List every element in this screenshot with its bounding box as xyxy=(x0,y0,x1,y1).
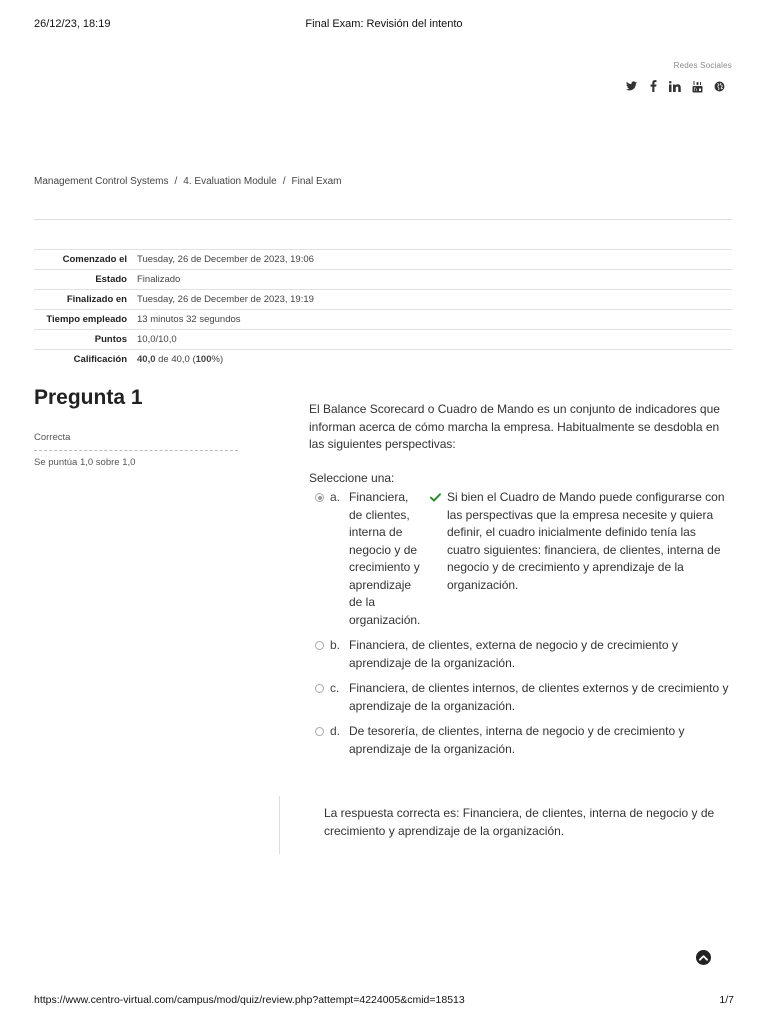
radio-button[interactable] xyxy=(315,727,324,736)
answer-text: De tesorería, de clientes, interna de negocio y de crecimiento y aprendizaje de la organización. xyxy=(349,724,685,756)
question-text: El Balance Scorecard o Cuadro de Mando es un conjunto de indicadores que informan acerca de cómo marcha la empresa. Habitualmente se desdobla en las siguientes perspectivas: xyxy=(309,402,720,451)
breadcrumb-exam[interactable]: Final Exam xyxy=(291,176,342,187)
answer-body xyxy=(349,489,725,629)
grade-end: %) xyxy=(211,354,224,365)
summary-value: Finalizado xyxy=(133,270,732,290)
summary-value: Tuesday, 26 de December de 2023, 19:19 xyxy=(133,290,732,310)
answer-letter: a. xyxy=(330,490,341,504)
attempt-summary-table xyxy=(34,249,732,369)
breadcrumb-separator: / xyxy=(174,176,178,187)
question-state: Correcta xyxy=(34,432,238,451)
question-prompt: Seleccione una: xyxy=(309,470,395,485)
divider xyxy=(34,219,732,220)
radio-button[interactable] xyxy=(315,641,324,650)
answer-option-d xyxy=(309,723,729,758)
summary-value: 10,0/10,0 xyxy=(133,330,732,350)
social-title: Redes Sociales xyxy=(673,61,732,70)
answer-option-c xyxy=(309,680,729,715)
question-content xyxy=(309,401,729,766)
grade-score: 40,0 xyxy=(137,354,156,365)
social-icons xyxy=(620,78,730,94)
radio-button[interactable] xyxy=(315,684,324,693)
print-datetime: 26/12/23, 18:19 xyxy=(34,18,111,30)
right-answer: La respuesta correcta es: Financiera, de clientes, interna de negocio y de crecimiento y aprendizaje de la organización. xyxy=(279,796,731,854)
linkedin-icon[interactable] xyxy=(664,78,686,94)
question-info xyxy=(34,386,238,468)
summary-row xyxy=(34,330,732,350)
twitter-icon[interactable] xyxy=(620,78,642,94)
answer-text: Financiera, de clientes internos, de clientes externos y de crecimiento y aprendizaje de la organización. xyxy=(349,681,729,713)
print-header xyxy=(34,18,734,32)
summary-value: 13 minutos 32 segundos xyxy=(133,310,732,330)
grade-rest: de 40,0 ( xyxy=(155,354,196,365)
print-url: https://www.centro-virtual.com/campus/mod/quiz/review.php?attempt=4224005&cmid=18513 xyxy=(34,994,465,1006)
summary-row xyxy=(34,270,732,290)
answer-option-a xyxy=(309,489,729,629)
youtube-icon[interactable] xyxy=(686,78,708,94)
breadcrumb-course[interactable]: Management Control Systems xyxy=(34,176,169,187)
back-to-top-button[interactable] xyxy=(696,950,711,965)
summary-row xyxy=(34,290,732,310)
grade-percent: 100 xyxy=(195,354,212,365)
radio-button[interactable] xyxy=(315,493,324,502)
summary-label: Comenzado el xyxy=(34,250,133,270)
page-number: 1/7 xyxy=(719,994,734,1006)
facebook-icon[interactable] xyxy=(642,78,664,94)
print-footer xyxy=(34,994,734,1006)
print-title: Final Exam: Revisión del intento xyxy=(305,18,463,30)
breadcrumb-module[interactable]: 4. Evaluation Module xyxy=(183,176,277,187)
answer-feedback: Si bien el Cuadro de Mando puede configurarse con las perspectivas que la empresa necesite y quiera definir, el cuadro inicialmente definido tenía las cuatro siguientes: financiera, de clientes, interna de negocio y de crecimiento y aprendizaje de la organización. xyxy=(447,490,725,592)
answer-text: Financiera, de clientes, externa de negocio y de crecimiento y aprendizaje de la organización. xyxy=(349,638,678,670)
summary-label: Tiempo empleado xyxy=(34,310,133,330)
check-icon xyxy=(423,489,447,629)
answer-option-b xyxy=(309,637,729,672)
summary-row xyxy=(34,310,732,330)
answer-letter: d. xyxy=(330,724,341,738)
summary-value: Tuesday, 26 de December de 2023, 19:06 xyxy=(133,250,732,270)
answer-letter: c. xyxy=(330,681,340,695)
summary-grade-value xyxy=(133,350,732,370)
summary-label: Calificación xyxy=(34,350,133,370)
summary-label: Puntos xyxy=(34,330,133,350)
chevron-up-icon xyxy=(699,954,708,961)
summary-row xyxy=(34,350,732,370)
question-title: Pregunta 1 xyxy=(34,386,143,409)
question-grade: Se puntúa 1,0 sobre 1,0 xyxy=(34,457,136,468)
breadcrumb-separator: / xyxy=(282,176,286,187)
globe-icon[interactable] xyxy=(708,78,730,94)
answer-letter: b. xyxy=(330,638,341,652)
answer-text: Financiera, de clientes, interna de negocio y de crecimiento y aprendizaje de la organización. xyxy=(349,490,421,627)
summary-row xyxy=(34,250,732,270)
summary-label: Estado xyxy=(34,270,133,290)
breadcrumb xyxy=(34,176,342,187)
summary-label: Finalizado en xyxy=(34,290,133,310)
